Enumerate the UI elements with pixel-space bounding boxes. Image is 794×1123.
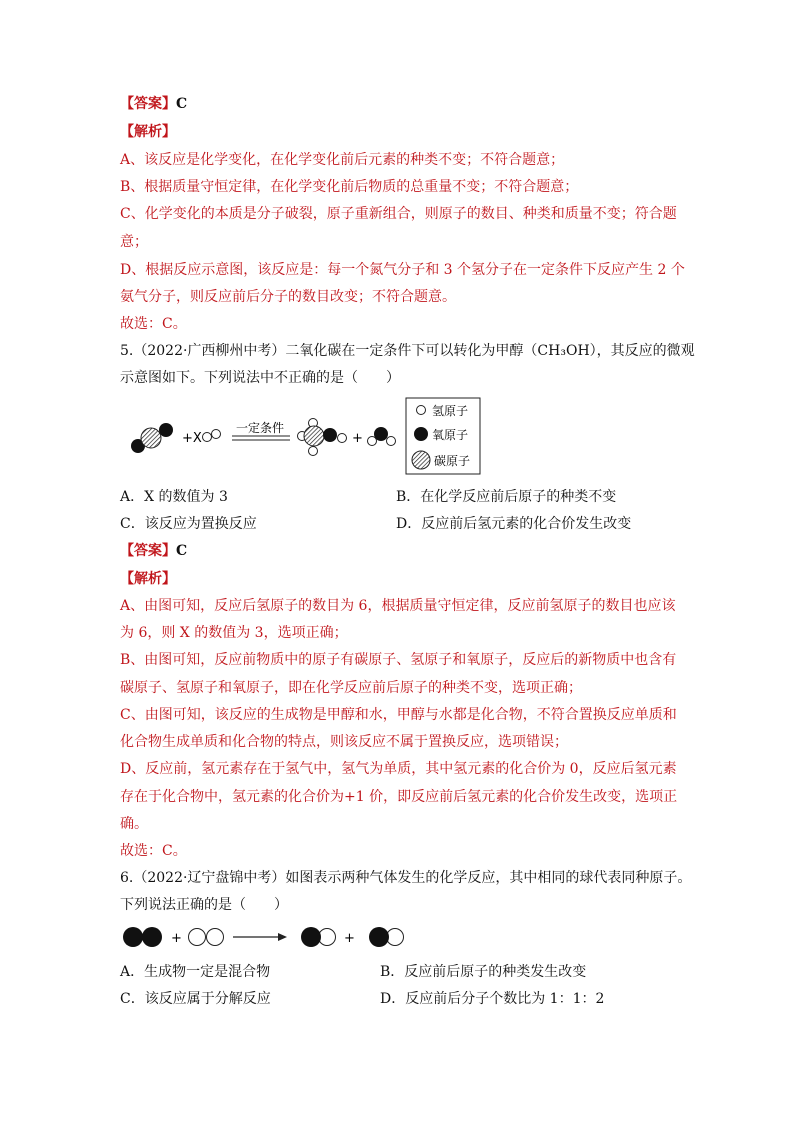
q5-analysis-tag: 【解析】 <box>120 571 176 587</box>
answer-value: C <box>176 96 188 112</box>
black-white-molecule <box>301 927 336 947</box>
analysis-line: D、反应前，氢元素存在于氢气中，氢气为单质，其中氢元素的化合价为 0，反应后氢元素 <box>120 761 677 777</box>
q5-option-a: A．X 的数值为 3 <box>120 489 228 505</box>
analysis-line: C、化学变化的本质是分子破裂，原子重新组合，则原子的数目、种类和质量不变；符合题 <box>120 206 677 222</box>
analysis-line: D、根据反应示意图，该反应是：每一个氮气分子和 3 个氢分子在一定条件下反应产生 2 个 <box>120 262 685 278</box>
analysis-line: 意； <box>120 234 148 250</box>
analysis-line: 故选：C。 <box>120 843 187 859</box>
analysis-line: 存在于化合物中，氢元素的化合价为+1 价，即反应前后氢元素的化合价发生改变，选项正 <box>120 789 678 805</box>
analysis-line: C、由图可知，该反应的生成物是甲醇和水，甲醇与水都是化合物，不符合置换反应单质和 <box>120 707 677 723</box>
q6-option-d: D．反应前后分子个数比为 1：1：2 <box>380 991 605 1007</box>
condition-label: 一定条件 <box>236 421 285 435</box>
plus-sign: + <box>344 931 355 946</box>
plus-sign: + <box>352 431 363 446</box>
analysis-line: 碳原子、氢原子和氧原子，即在化学反应前后原子的种类不变，选项正确； <box>120 680 582 696</box>
black-white-molecule <box>369 927 404 947</box>
q5-option-b: B．在化学反应前后原子的种类不变 <box>396 489 617 505</box>
h2-molecule <box>203 430 221 442</box>
white-white-molecule <box>189 929 224 946</box>
analysis-line: A、该反应是化学变化，在化学变化前后元素的种类不变；不符合题意； <box>120 152 565 168</box>
co2-molecule <box>131 423 173 453</box>
q6-option-c: C．该反应属于分解反应 <box>120 991 271 1007</box>
q6-stem: 下列说法正确的是（ ） <box>120 897 288 913</box>
analysis-line: 故选：C。 <box>120 316 187 332</box>
carbon-legend-icon <box>412 451 430 469</box>
answer-tag: 【答案】 <box>120 96 176 112</box>
q5-answer <box>120 543 187 559</box>
water-molecule <box>368 427 396 446</box>
analysis-line: 为 6，则 X 的数值为 3，选项正确； <box>120 625 348 641</box>
reaction-arrow <box>233 933 287 941</box>
black-black-molecule <box>123 927 162 947</box>
legend-oxygen: 氧原子 <box>432 428 469 442</box>
plus-x-label: +X <box>182 431 202 446</box>
legend-box <box>406 398 480 474</box>
analysis-line: A、由图可知，反应后氢原子的数目为 6，根据质量守恒定律，反应前氢原子的数目也应该 <box>120 598 676 614</box>
answer-value: C <box>176 543 188 559</box>
q6-option-b: B．反应前后原子的种类发生改变 <box>380 964 587 980</box>
hydrogen-legend-icon <box>417 406 426 415</box>
plus-sign: + <box>171 931 182 946</box>
q6-stem: 6.（2022·辽宁盘锦中考）如图表示两种气体发生的化学反应，其中相同的球代表同种原子。 <box>120 870 692 886</box>
analysis-line: 氨气分子，则反应前后分子的数目改变；不符合题意。 <box>120 289 456 305</box>
analysis-line: 化合物生成单质和化合物的特点，则该反应不属于置换反应，选项错误； <box>120 734 568 750</box>
analysis-line: 确。 <box>120 816 148 832</box>
analysis-line: B、根据质量守恒定律，在化学变化前后物质的总重量不变；不符合题意； <box>120 179 579 195</box>
oxygen-legend-icon <box>414 427 428 441</box>
q5-stem: 示意图如下。下列说法中不正确的是（ ） <box>120 370 400 386</box>
q4-answer <box>120 96 187 112</box>
legend-carbon: 碳原子 <box>434 454 471 468</box>
q5-option-d: D．反应前后氢元素的化合价发生改变 <box>396 516 632 532</box>
legend-hydrogen: 氢原子 <box>432 404 469 418</box>
q5-stem: 5.（2022·广西柳州中考）二氧化碳在一定条件下可以转化为甲醇（CH₃OH），其反应的微观 <box>120 343 695 359</box>
analysis-line: B、由图可知，反应前物质中的原子有碳原子、氢原子和氧原子，反应后的新物质中也含有 <box>120 652 677 668</box>
answer-tag: 【答案】 <box>120 543 176 559</box>
methanol-molecule <box>298 419 347 456</box>
q6-option-a: A．生成物一定是混合物 <box>120 964 271 980</box>
q5-reaction-diagram <box>120 396 490 478</box>
q6-reaction-diagram <box>120 922 420 956</box>
q5-option-c: C．该反应为置换反应 <box>120 516 257 532</box>
q4-analysis-tag: 【解析】 <box>120 124 176 140</box>
